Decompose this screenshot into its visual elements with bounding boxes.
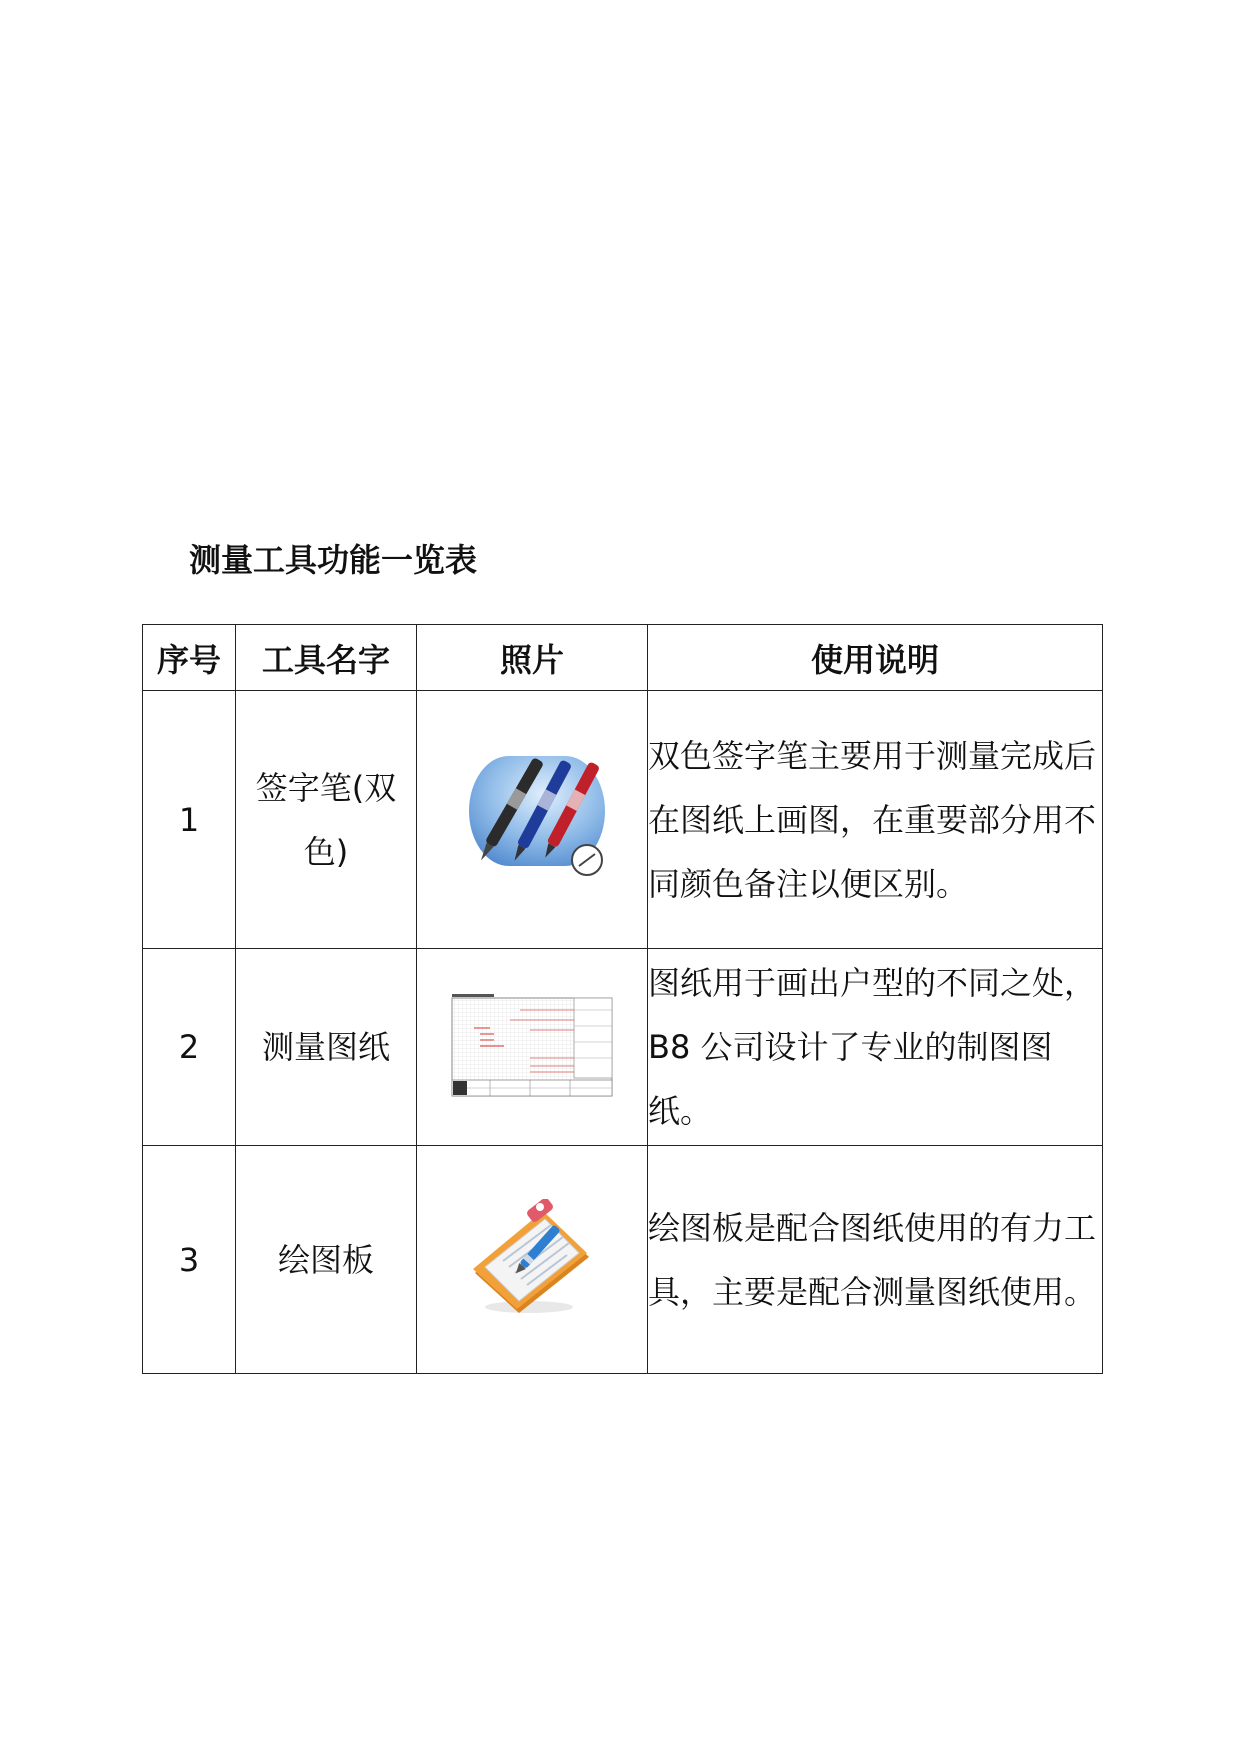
header-index: 序号	[143, 625, 236, 691]
table-row	[143, 949, 1103, 1146]
header-description: 使用说明	[648, 625, 1103, 691]
document-title: 测量工具功能一览表	[189, 541, 478, 579]
pen-photo	[457, 752, 607, 888]
tool-name: 绘图板	[236, 1146, 417, 1374]
tool-description: 双色签字笔主要用于测量完成后在图纸上画图，在重要部分用不同颜色备注以便区别。	[648, 691, 1103, 949]
header-name: 工具名字	[236, 625, 417, 691]
tool-photo-cell	[417, 691, 648, 949]
table-row	[143, 1146, 1103, 1374]
clipboard-photo	[467, 1199, 597, 1321]
table-header-row	[143, 625, 1103, 691]
tools-table	[142, 624, 1103, 1374]
tool-name: 测量图纸	[236, 949, 417, 1146]
tool-description: 图纸用于画出户型的不同之处，B8 公司设计了专业的制图图纸。	[648, 949, 1103, 1146]
header-photo: 照片	[417, 625, 648, 691]
row-index: 3	[143, 1146, 236, 1374]
drawing-sheet-photo	[450, 992, 614, 1102]
row-index: 1	[143, 691, 236, 949]
row-index: 2	[143, 949, 236, 1146]
tool-name: 签字笔(双色)	[236, 691, 417, 949]
tool-photo-cell	[417, 949, 648, 1146]
tool-description: 绘图板是配合图纸使用的有力工具，主要是配合测量图纸使用。	[648, 1146, 1103, 1374]
table-row	[143, 691, 1103, 949]
tool-photo-cell	[417, 1146, 648, 1374]
